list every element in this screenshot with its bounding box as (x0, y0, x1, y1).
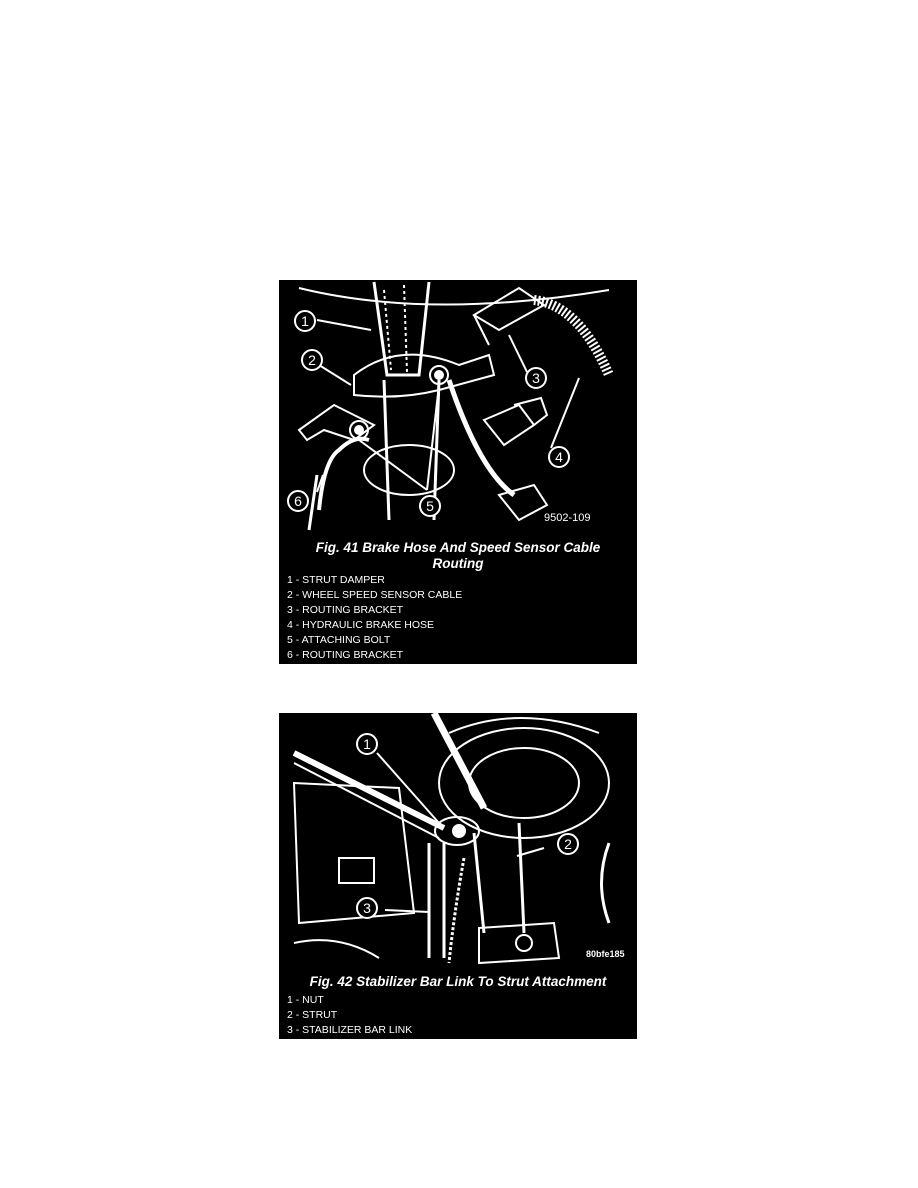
legend-item: 3 - STABILIZER BAR LINK (287, 1024, 413, 1036)
legend-item: 2 - STRUT (287, 1009, 338, 1021)
brake-hose-illustration (279, 280, 637, 535)
legend-item: 5 - ATTACHING BOLT (287, 634, 391, 646)
callout-3: 3 (532, 370, 540, 386)
part-number: 80bfe185 (586, 949, 625, 959)
callout-4: 4 (555, 449, 563, 465)
legend-item: 3 - ROUTING BRACKET (287, 604, 404, 616)
callout-2: 2 (308, 352, 316, 368)
callout-1: 1 (363, 736, 371, 752)
figure-caption: Fig. 41 Brake Hose And Speed Sensor Cable Routing (315, 540, 601, 571)
figure-41 (279, 280, 637, 664)
legend-item: 1 - NUT (287, 994, 324, 1006)
legend-item: 1 - STRUT DAMPER (287, 574, 385, 586)
legend-item: 4 - HYDRAULIC BRAKE HOSE (287, 619, 435, 631)
callout-6: 6 (294, 493, 302, 509)
legend-item: 6 - ROUTING BRACKET (287, 649, 404, 661)
legend-list (287, 993, 412, 1038)
legend-list (287, 573, 462, 663)
figure-caption: Fig. 42 Stabilizer Bar Link To Strut Attachment (309, 974, 607, 989)
stabilizer-link-illustration (279, 713, 637, 968)
callout-5: 5 (426, 498, 434, 514)
callout-3: 3 (363, 900, 371, 916)
figure-42 (279, 713, 637, 1039)
callout-2: 2 (564, 836, 572, 852)
callout-1: 1 (301, 313, 309, 329)
legend-item: 2 - WHEEL SPEED SENSOR CABLE (287, 589, 463, 601)
part-number: 9502-109 (544, 512, 591, 524)
